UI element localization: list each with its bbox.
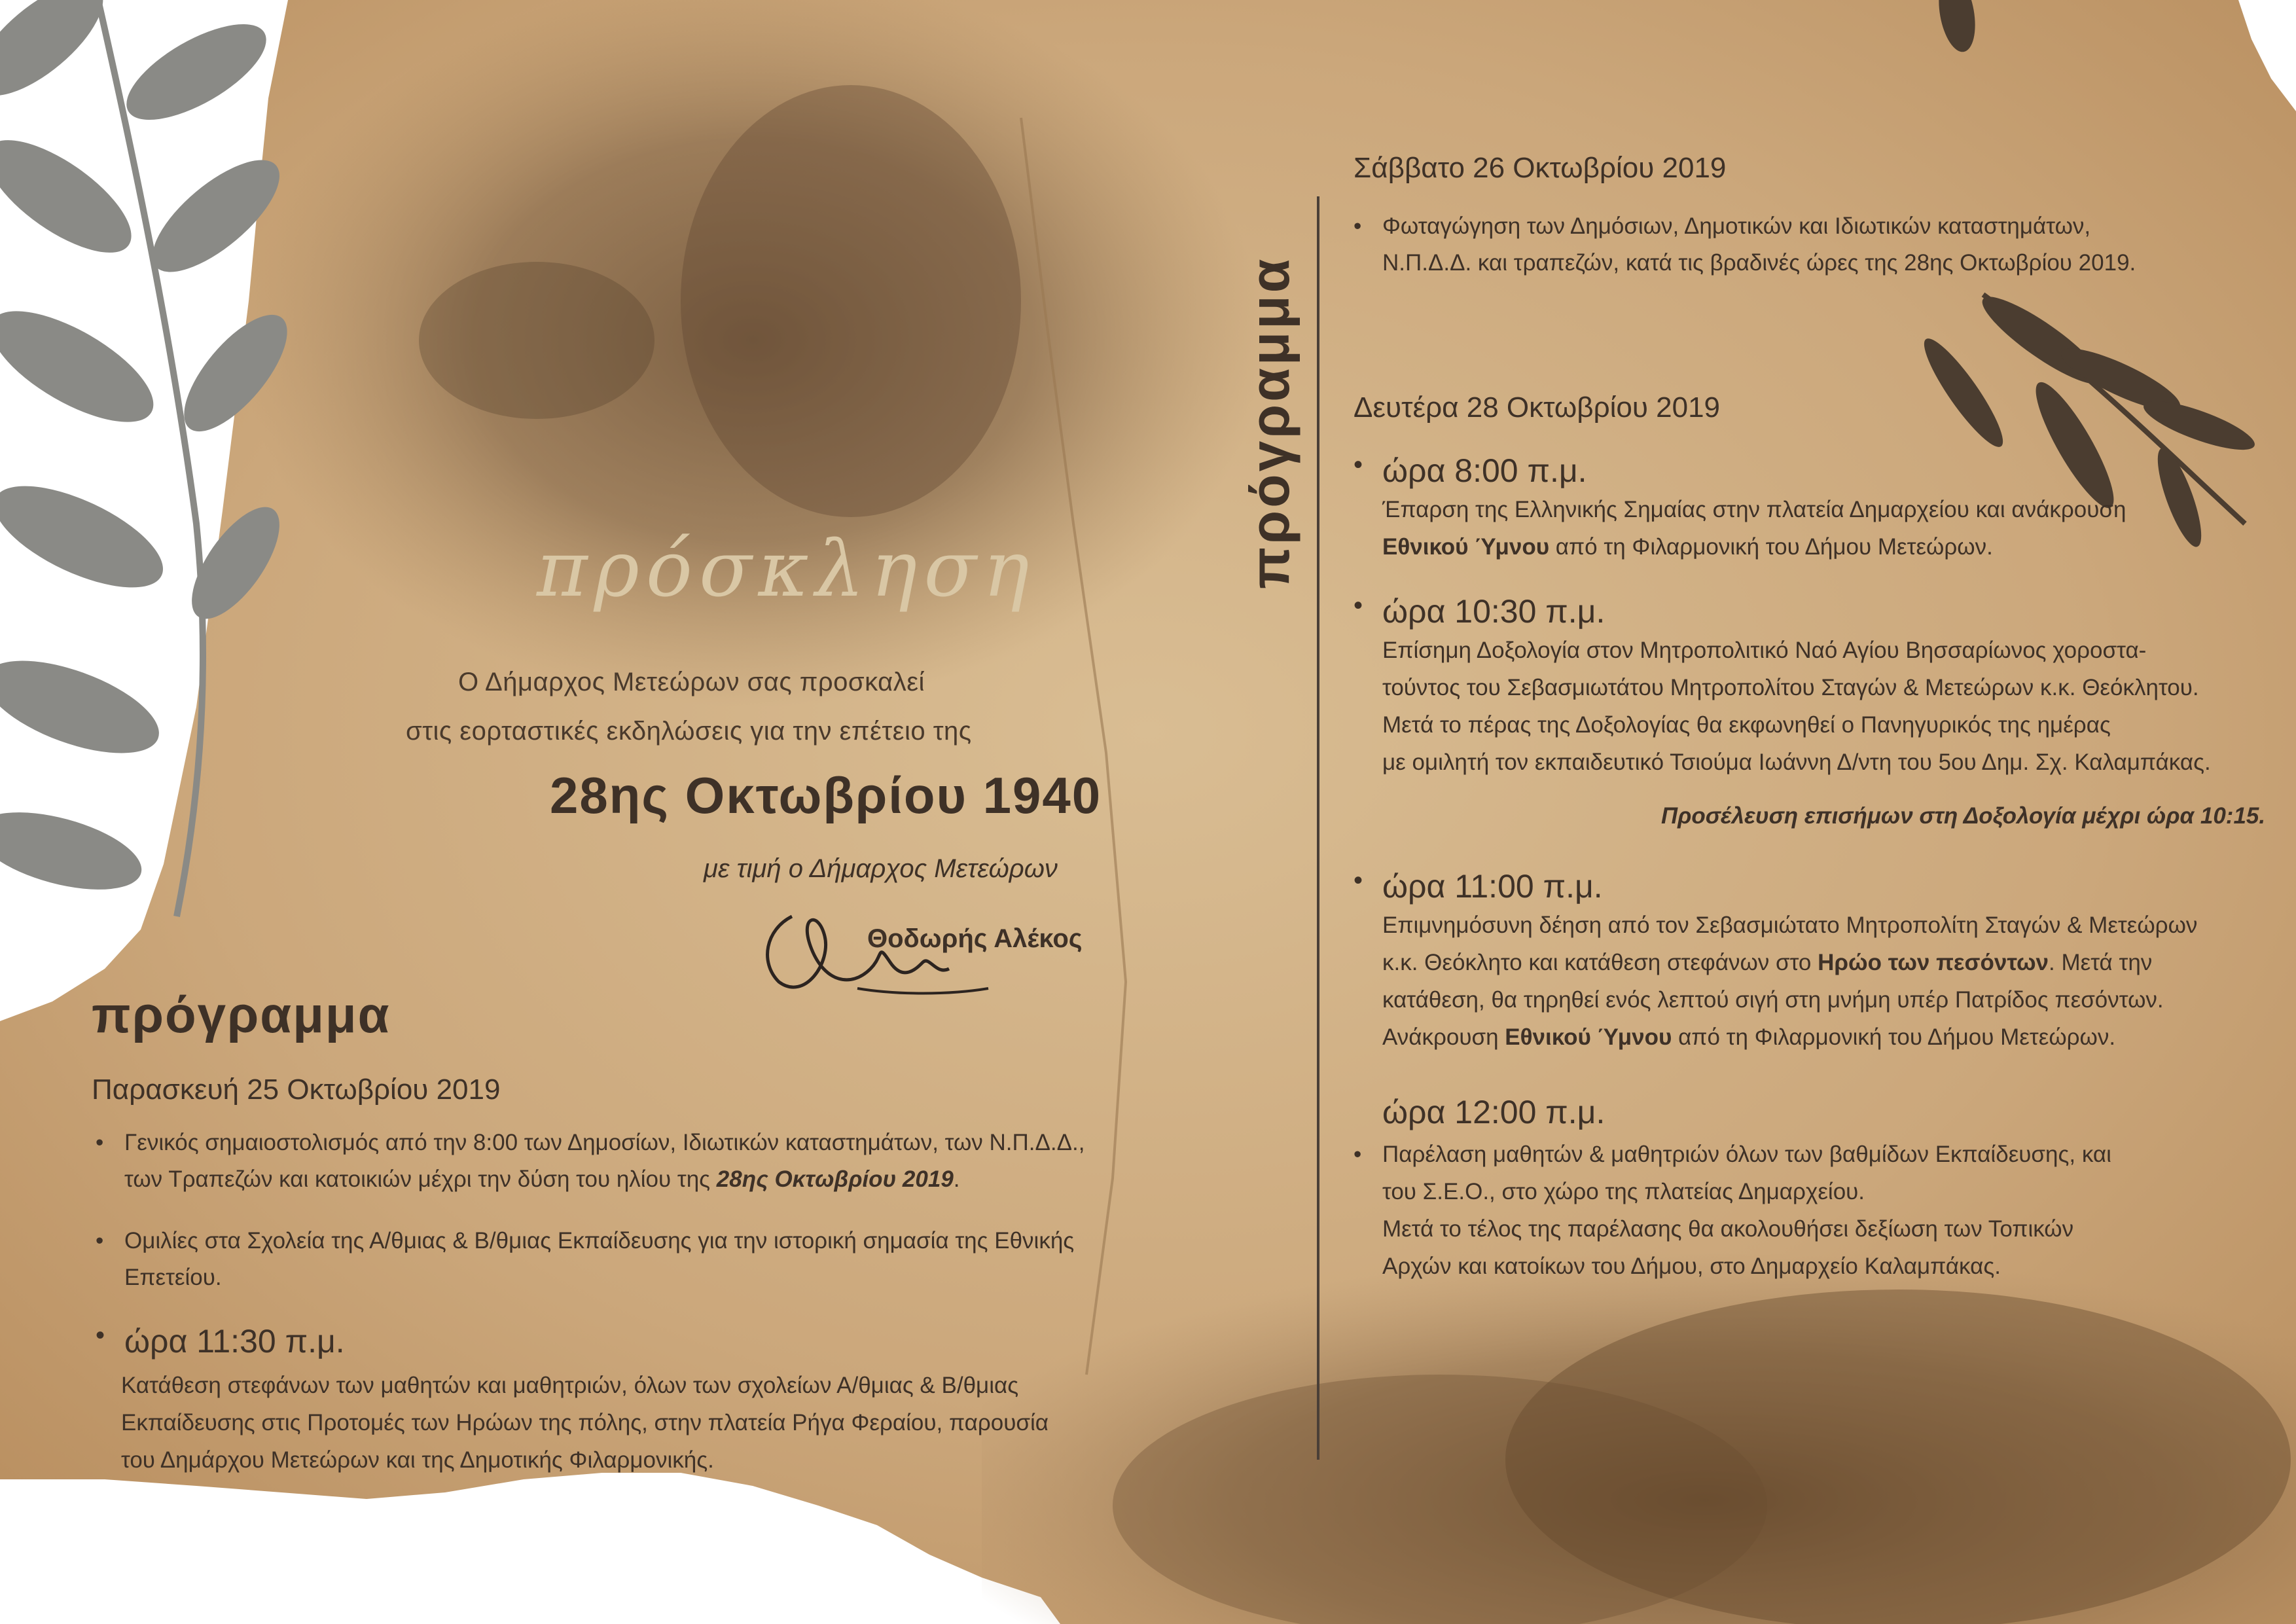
bullet-dot: • — [96, 1130, 104, 1155]
right-time-1200 — [1382, 1093, 1605, 1131]
left-program-title: πρόγραμμα — [92, 986, 391, 1043]
right-time-1100 — [1354, 866, 1603, 905]
anniversary-date: 28ης Οκτωβρίου 1940 — [550, 767, 1102, 824]
left-day-friday: Παρασκευή 25 Οκτωβρίου 2019 — [92, 1074, 501, 1106]
t2-line-3: Μετά το πέρας της Δοξολογίας θα εκφωνηθεί ο Πανηγυρικός της ημέρας — [1382, 712, 2111, 738]
t1-line-2-post: από τη Φιλαρμονική του Δήμου Μετεώρων. — [1549, 534, 1993, 560]
t4-line-4: Αρχών και κατοίκων του Δήμου, στο Δημαρχείο Καλαμπάκας. — [1382, 1254, 2001, 1279]
t3-line-1: Επιμνημόσυνη δέηση από τον Σεβασμιώτατο Μητροπολίτη Σταγών & Μετεώρων — [1382, 912, 2198, 938]
bullet-dot: • — [1354, 1142, 1362, 1167]
bullet-dot: • — [1354, 591, 1363, 620]
left-bullet-1-date: 28ης Οκτωβρίου 2019 — [716, 1166, 954, 1192]
right-time-1200-text — [1354, 1136, 2111, 1285]
right-time-1200-label: ώρα 12:00 π.μ. — [1382, 1094, 1605, 1130]
t4-line-1: Παρέλαση μαθητών & μαθητριών όλων των βαθμίδων Εκπαίδευσης, και — [1382, 1142, 2111, 1167]
bullet-dot: • — [1354, 866, 1363, 895]
left-bullet-1-line-2-pre: των Τραπεζών και κατοικιών μέχρι την δύση του ηλίου της — [124, 1166, 717, 1192]
invitation-line-2: στις εορταστικές εκδηλώσεις για την επέτειο της — [406, 717, 972, 746]
t2-line-1: Επίσημη Δοξολογία στον Μητροπολιτικό Ναό Αγίου Βησσαρίωνος χοροστα- — [1382, 638, 2147, 663]
right-time-1100-label: ώρα 11:00 π.μ. — [1382, 868, 1603, 905]
bullet-dot: • — [96, 1321, 105, 1350]
left-bullet-1-line-2-post: . — [953, 1166, 960, 1192]
right-saturday-bullet — [1354, 208, 2136, 281]
left-bullet-2-line-1: Ομιλίες στα Σχολεία της Α/θμιας & Β/θμιας Εκπαίδευσης για την ιστορική σημασία της Εθνικής — [124, 1228, 1075, 1254]
t3-line-3: κατάθεση, θα τηρηθεί ενός λεπτού σιγή στη μνήμη υπέρ Πατρίδος πεσόντων. — [1382, 987, 2164, 1013]
right-program-vertical-title: πρόγραμμα — [1239, 256, 1300, 589]
t2-line-4: με ομιλητή τον εκπαιδευτικό Τσιούμα Ιωάννη Δ/ντη του 5ου Δημ. Σχ. Καλαμπάκας. — [1382, 749, 2211, 775]
left-time-text-line-1: Κατάθεση στεφάνων των μαθητών και μαθητριών, όλων των σχολείων Α/θμιας & Β/θμιας — [121, 1373, 1019, 1398]
t3-line-2-post: . Μετά την — [2049, 950, 2153, 975]
t3-heroes-monument: Ηρώο των πεσόντων — [1818, 950, 2049, 975]
t3-anthem: Εθνικού Ύμνου — [1505, 1024, 1672, 1050]
saturday-line-2: Ν.Π.Δ.Δ. και τραπεζών, κατά τις βραδινές ώρες της 28ης Οκτωβρίου 2019. — [1382, 250, 2136, 276]
right-time-1100-text — [1382, 907, 2197, 1056]
t3-line-4-post: από τη Φιλαρμονική του Δήμου Μετεώρων. — [1672, 1024, 2116, 1050]
bullet-dot: • — [96, 1228, 104, 1254]
invitation-line-1: Ο Δήμαρχος Μετεώρων σας προσκαλεί — [458, 668, 925, 696]
invitation-script-title: πρόσκληση — [537, 524, 1036, 614]
left-time-text-line-2: Εκπαίδευσης στις Προτομές των Ηρώων της πόλης, στην πλατεία Ρήγα Φεραίου, παρουσία — [121, 1410, 1049, 1435]
left-time-text-line-3: του Δημάρχου Μετεώρων και της Δημοτικής Φιλαρμονικής. — [121, 1447, 714, 1473]
t3-line-2-pre: κ.κ. Θεόκλητο και κατάθεση στεφάνων στο — [1382, 950, 1818, 975]
right-day-monday: Δευτέρα 28 Οκτωβρίου 2019 — [1354, 391, 1721, 424]
left-bullet-2-line-2: Επετείου. — [124, 1265, 222, 1290]
left-bullet-1-line-1: Γενικός σημαιοστολισμός από την 8:00 των Δημοσίων, Ιδιωτικών καταστημάτων, των Ν.Π.Δ.Δ., — [124, 1130, 1085, 1155]
t1-anthem: Εθνικού Ύμνου — [1382, 534, 1550, 560]
t2-note: Προσέλευση επισήμων στη Δοξολογία μέχρι ώρα 10:15. — [1661, 803, 2266, 829]
left-time-1130 — [96, 1321, 345, 1360]
right-day-saturday: Σάββατο 26 Οκτωβρίου 2019 — [1354, 152, 1727, 184]
t4-line-2: του Σ.Ε.Ο., στο χώρο της πλατείας Δημαρχείου. — [1382, 1179, 1865, 1204]
saturday-line-1: Φωταγώγηση των Δημόσιων, Δημοτικών και Ιδιωτικών καταστημάτων, — [1382, 213, 2091, 239]
left-bullet-1 — [96, 1125, 1085, 1198]
t1-line-1: Έπαρση της Ελληνικής Σημαίας στην πλατεία Δημαρχείου και ανάκρουση — [1382, 497, 2126, 522]
honor-line: με τιμή ο Δήμαρχος Μετεώρων — [704, 854, 1058, 883]
vertical-divider-line — [1317, 196, 1319, 1460]
right-time-1030 — [1354, 591, 1605, 630]
left-time-1130-text — [121, 1367, 1049, 1479]
bullet-dot: • — [1354, 450, 1363, 479]
t2-line-2: τούντος του Σεβασμιωτάτου Μητροπολίτου Σταγών & Μετεώρων κ.κ. Θεόκλητου. — [1382, 675, 2199, 700]
right-time-1030-label: ώρα 10:30 π.μ. — [1382, 593, 1605, 630]
right-time-800-text — [1382, 491, 2126, 566]
t3-line-4-pre: Ανάκρουση — [1382, 1024, 1505, 1050]
mayor-name: Θοδωρής Αλέκος — [867, 924, 1083, 953]
bullet-dot: • — [1354, 213, 1362, 239]
left-time-1130-label: ώρα 11:30 π.μ. — [124, 1323, 345, 1360]
right-time-800-label: ώρα 8:00 π.μ. — [1382, 452, 1587, 489]
left-bullet-2 — [96, 1223, 1075, 1296]
t4-line-3: Μετά το τέλος της παρέλασης θα ακολουθήσει δεξίωση των Τοπικών — [1382, 1216, 2074, 1242]
right-time-1030-text — [1382, 632, 2211, 781]
right-time-800 — [1354, 450, 1587, 490]
